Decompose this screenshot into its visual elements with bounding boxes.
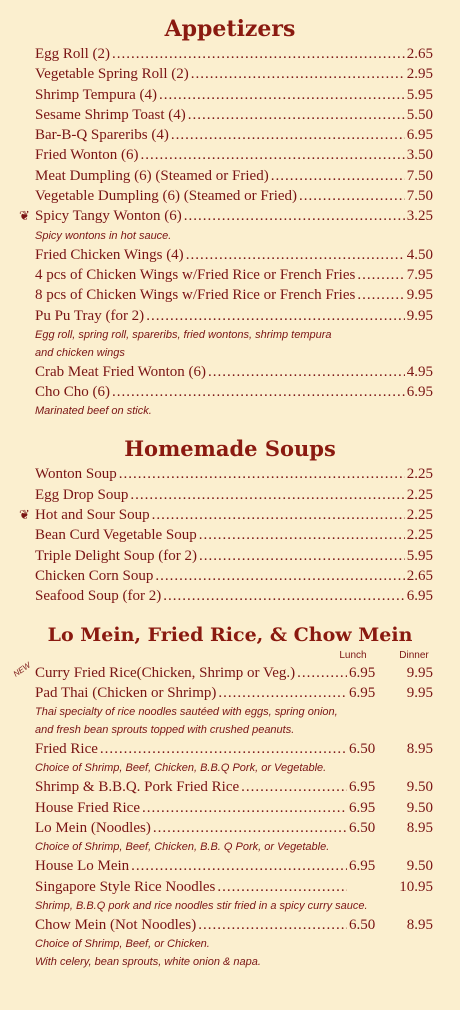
lomein-title: Lo Mein, Fried Rice, & Chow Mein — [47, 623, 413, 646]
menu-item: Bar-B-Q Spareribs (4) ..... 6.95 — [35, 125, 433, 145]
menu-item: Shrimp & B.B.Q. Pork Fried Rice ..... 6.95 9.50 — [35, 777, 433, 797]
menu-item: House Fried Rice ..... 6.95 9.50 — [35, 798, 433, 818]
menu-item: 4 pcs of Chicken Wings w/Fried Rice or French Fries ..... 7.95 — [35, 265, 433, 285]
menu-item: Meat Dumpling (6) (Steamed or Fried) ..... 7.50 — [35, 166, 433, 186]
item-description: Egg roll, spring roll, spareribs, fried wontons, shrimp tempura — [35, 328, 332, 341]
spicy-icon: ❦ — [19, 208, 30, 224]
menu-item: Egg Roll (2) ..... 2.65 — [35, 44, 433, 64]
soups-list — [19, 464, 433, 606]
appetizers-list — [19, 44, 433, 420]
menu-item: Fried Wonton (6) ..... 3.50 — [35, 145, 433, 165]
item-description: Choice of Shrimp, Beef, or Chicken. — [35, 938, 210, 951]
item-description: and chicken wings — [35, 346, 125, 359]
item-description: Choice of Shrimp, Beef, Chicken, B.B. Q Pork, or Vegetable. — [35, 841, 330, 854]
menu-item: Pad Thai (Chicken or Shrimp) ..... 6.95 9.95 — [35, 683, 433, 703]
menu-item: Chow Mein (Not Noodles) ..... 6.50 8.95 — [35, 915, 433, 935]
new-badge: NEW — [11, 660, 33, 679]
appetizers-title: Appetizers — [164, 16, 296, 42]
menu-item: Triple Delight Soup (for 2) ..... 5.95 — [35, 546, 433, 566]
item-description: Thai specialty of rice noodles sautéed with eggs, spring onion, — [35, 706, 338, 719]
item-description: Marinated beef on stick. — [35, 405, 152, 418]
lomein-list — [11, 660, 433, 972]
menu-item: Fried Rice ..... 6.50 8.95 — [35, 739, 433, 759]
menu-item: ❦ Hot and Sour Soup ..... 2.25 — [35, 505, 433, 525]
spicy-icon: ❦ — [19, 507, 30, 523]
menu-item: Pu Pu Tray (for 2) ..... 9.95 — [35, 306, 433, 326]
item-description: and fresh bean sprouts topped with crushed peanuts. — [35, 724, 295, 737]
menu-item: Crab Meat Fried Wonton (6) ..... 4.95 — [35, 362, 433, 382]
item-description: Shrimp, B.B.Q pork and rice noodles stir fried in a spicy curry sauce. — [35, 899, 368, 912]
menu-item: Egg Drop Soup ..... 2.25 — [35, 485, 433, 505]
menu-item: Seafood Soup (for 2) ..... 6.95 — [35, 586, 433, 606]
menu-item: Wonton Soup ..... 2.25 — [35, 464, 433, 484]
soups-title: Homemade Soups — [124, 436, 336, 462]
menu-item: Lo Mein (Noodles) ..... 6.50 8.95 — [35, 818, 433, 838]
price-column-headers — [35, 649, 433, 663]
item-description: Choice of Shrimp, Beef, Chicken, B.B.Q Pork, or Vegetable. — [35, 762, 327, 775]
menu-item: NEW Curry Fried Rice(Chicken, Shrimp or Veg.) ..... 6.95 9.95 — [35, 663, 433, 683]
menu-item: House Lo Mein ..... 6.95 9.50 — [35, 856, 433, 876]
menu-item: Sesame Shrimp Toast (4) ..... 5.50 — [35, 105, 433, 125]
dinner-column-label: Dinner — [399, 649, 429, 661]
lunch-column-label: Lunch — [339, 649, 367, 661]
menu-item: Vegetable Spring Roll (2) ..... 2.95 — [35, 64, 433, 84]
menu-item: Shrimp Tempura (4) ..... 5.95 — [35, 85, 433, 105]
menu-item: Singapore Style Rice Noodles ..... 10.95 — [35, 877, 433, 897]
menu-item: Bean Curd Vegetable Soup ..... 2.25 — [35, 525, 433, 545]
item-description: Spicy wontons in hot sauce. — [35, 229, 172, 242]
menu-item: Cho Cho (6) ..... 6.95 — [35, 382, 433, 402]
menu-item: Chicken Corn Soup ..... 2.65 — [35, 566, 433, 586]
menu-item: Vegetable Dumpling (6) (Steamed or Fried) ..... 7.50 — [35, 186, 433, 206]
menu-item: Fried Chicken Wings (4) ..... 4.50 — [35, 245, 433, 265]
item-description: With celery, bean sprouts, white onion & napa. — [35, 956, 261, 969]
menu-item: ❦ Spicy Tangy Wonton (6) ..... 3.25 — [35, 206, 433, 226]
menu-item: 8 pcs of Chicken Wings w/Fried Rice or French Fries ..... 9.95 — [35, 285, 433, 305]
